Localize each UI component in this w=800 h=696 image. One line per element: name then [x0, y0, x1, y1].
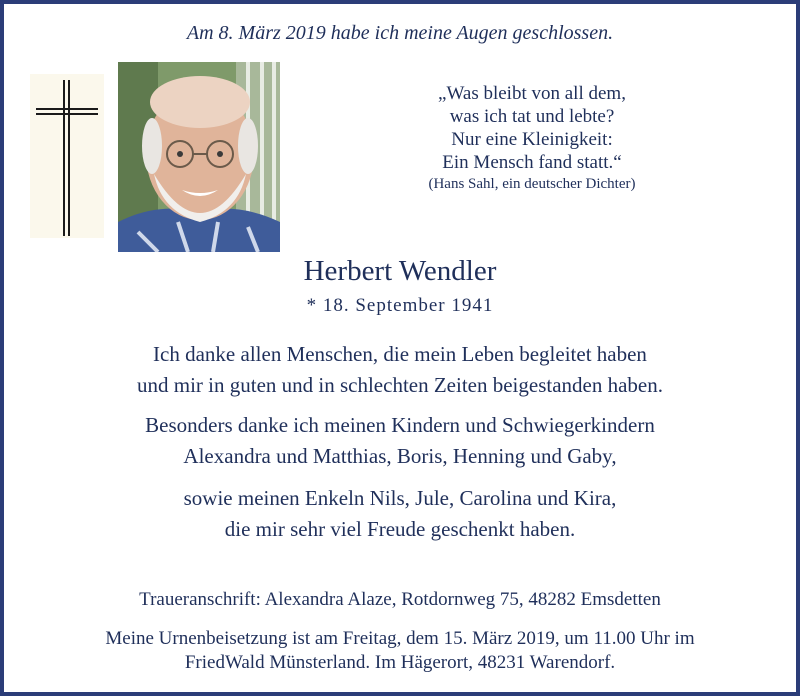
deceased-name: Herbert Wendler — [303, 255, 497, 287]
quote-source: (Hans Sahl, ein deutscher Dichter) — [428, 176, 636, 192]
grandchildren-line: die mir sehr viel Freude geschenkt haben. — [224, 517, 576, 541]
portrait-photo — [118, 62, 280, 252]
birth-date: * 18. September 1941 — [306, 295, 494, 316]
mourning-address: Traueranschrift: Alexandra Alaze, Rotdornweg 75, 48282 Emsdetten — [139, 589, 661, 610]
family-line: Besonders danke ich meinen Kindern und Schwiegerkindern — [145, 413, 655, 437]
death-statement: Am 8. März 2019 habe ich meine Augen geschlossen. — [186, 22, 614, 44]
cross-icon — [30, 74, 104, 238]
family-line: Alexandra und Matthias, Boris, Henning und Gaby, — [183, 444, 617, 468]
quote-line: Ein Mensch fand statt.“ — [442, 152, 622, 173]
quote-line: was ich tat und lebte? — [449, 106, 615, 127]
grandchildren-line: sowie meinen Enkeln Nils, Jule, Carolina und Kira, — [183, 486, 617, 510]
poem-quote — [396, 82, 668, 194]
thanks-line: Ich danke allen Menschen, die mein Leben begleitet haben — [153, 342, 647, 366]
burial-info: Meine Urnenbeisetzung ist am Freitag, dem 15. März 2019, um 11.00 Uhr im — [105, 628, 695, 649]
quote-line: Nur eine Kleinigkeit: — [451, 129, 613, 150]
burial-info: FriedWald Münsterland. Im Hägerort, 48231 Warendorf. — [184, 652, 616, 673]
thanks-line: und mir in guten und in schlechten Zeiten beigestanden haben. — [136, 373, 663, 397]
quote-line: „Was bleibt von all dem, — [438, 83, 626, 104]
